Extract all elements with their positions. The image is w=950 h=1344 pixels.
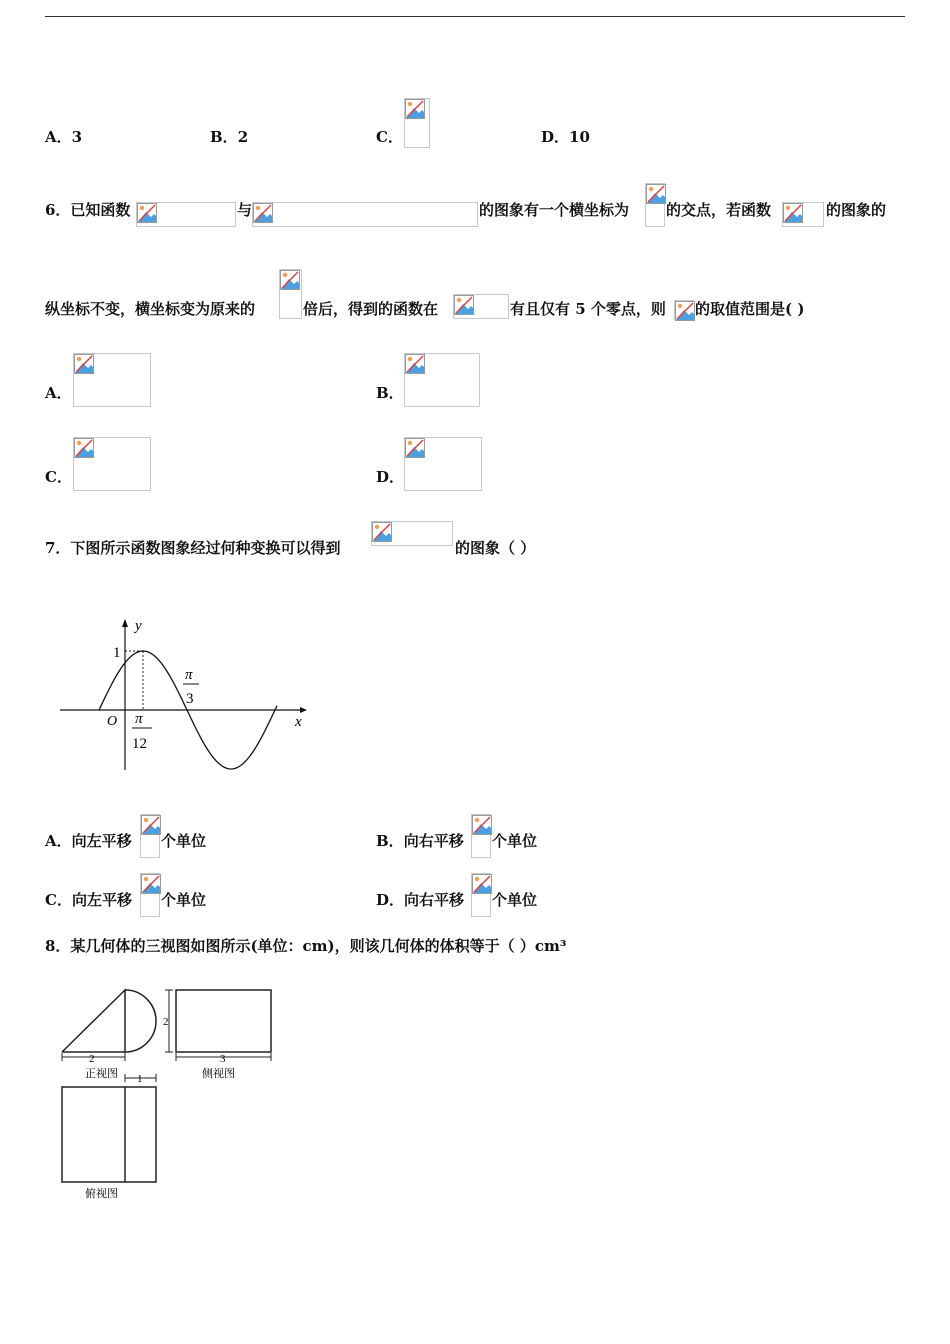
image-placeholder-icon (783, 203, 803, 223)
image-placeholder-icon (646, 184, 666, 204)
broken-image (404, 98, 430, 148)
q7-option-a-post: 个单位 (161, 832, 207, 850)
broken-image (782, 202, 824, 227)
origin-label: O (107, 714, 118, 729)
image-placeholder-icon (454, 295, 474, 315)
q6-text-3: 的图象有一个横坐标为 (479, 201, 630, 219)
broken-image (140, 814, 160, 858)
broken-image (453, 294, 509, 319)
broken-image (252, 202, 478, 227)
q6-text-4: 的交点，若函数 (666, 201, 772, 219)
side-width-label: 3 (220, 1053, 226, 1065)
pi-label-3: π (185, 667, 193, 683)
image-placeholder-icon (253, 203, 273, 223)
option-value: 2 (237, 128, 249, 146)
broken-image (140, 873, 160, 917)
image-placeholder-icon (472, 815, 492, 835)
q6-text-5: 的图象的 (826, 201, 887, 219)
option-label: A． (45, 832, 72, 850)
top-width-label: 1 (137, 1073, 143, 1085)
q5-option-b[interactable] (210, 127, 248, 147)
q6-option-a[interactable]: A． (45, 384, 72, 402)
option-label: D． (541, 128, 570, 146)
broken-image (279, 269, 302, 319)
option-value: 3 (71, 128, 83, 146)
q7-stem-b: 的图象（ ） (455, 539, 536, 557)
header-rule (45, 16, 905, 17)
image-placeholder-icon (472, 874, 492, 894)
image-placeholder-icon (675, 301, 695, 321)
q6-text-9: 的取值范围是( ) (695, 300, 805, 318)
image-placeholder-icon (405, 438, 425, 458)
image-placeholder-icon (405, 99, 425, 119)
top-view-rect (62, 1087, 156, 1182)
broken-image (471, 814, 491, 858)
front-width-label: 2 (89, 1053, 95, 1065)
broken-image (73, 353, 151, 407)
sine-graph (55, 610, 315, 775)
image-placeholder-icon (74, 438, 94, 458)
three-view-diagram (55, 980, 285, 1205)
q8-stem: 8．某几何体的三视图如图所示(单位：cm)，则该几何体的体积等于（ ）cm³ (45, 937, 567, 955)
option-pre: 向左平移 (71, 891, 132, 909)
height-label: 2 (163, 1016, 169, 1028)
q6-text-7: 倍后，得到的函数在 (303, 300, 439, 318)
q7-option-c[interactable] (45, 889, 132, 910)
front-view-label: 正视图 (85, 1068, 118, 1080)
q7-option-b[interactable] (376, 830, 464, 851)
top-view-label: 俯视图 (85, 1188, 118, 1200)
option-label: C． (45, 891, 72, 909)
broken-image (371, 521, 453, 546)
q7-stem-a: 7．下图所示函数图象经过何种变换可以得到 (45, 539, 341, 557)
broken-image (404, 353, 480, 407)
y-one-label: 1 (113, 645, 121, 661)
x-axis-arrow (300, 707, 307, 713)
broken-image (404, 437, 482, 491)
option-value: 10 (569, 128, 590, 146)
q6-text-8: 有且仅有 5 个零点，则 (510, 300, 666, 318)
front-view-semicircle (125, 990, 156, 1052)
option-pre: 向右平移 (404, 891, 465, 909)
q7-option-a[interactable] (45, 830, 132, 851)
side-view-label: 侧视图 (202, 1068, 235, 1080)
q7-option-c-post: 个单位 (161, 891, 207, 909)
option-pre: 向右平移 (403, 832, 464, 850)
image-placeholder-icon (372, 522, 392, 542)
q6-option-d[interactable]: D． (376, 468, 405, 486)
q5-option-d[interactable] (541, 127, 590, 147)
broken-image (471, 873, 491, 917)
q7-option-b-post: 个单位 (492, 832, 538, 850)
q5-option-a[interactable] (45, 127, 82, 147)
image-placeholder-icon (405, 354, 425, 374)
broken-image (645, 183, 665, 227)
option-label: D． (376, 891, 405, 909)
image-placeholder-icon (280, 270, 300, 290)
image-placeholder-icon (141, 815, 161, 835)
image-placeholder-icon (141, 874, 161, 894)
option-label: C． (376, 128, 403, 146)
q6-text-6: 纵坐标不变，横坐标变为原来的 (45, 300, 256, 318)
broken-image (136, 202, 236, 227)
image-placeholder-icon (74, 354, 94, 374)
image-placeholder-icon (137, 203, 157, 223)
q7-option-d-post: 个单位 (492, 891, 538, 909)
three-label: 3 (186, 691, 194, 707)
y-axis-arrow (122, 619, 128, 627)
broken-image (73, 437, 151, 491)
option-pre: 向左平移 (71, 832, 132, 850)
option-label: B． (210, 128, 238, 146)
twelve-label: 12 (132, 736, 147, 752)
x-axis-label: x (295, 714, 302, 730)
q6-option-b[interactable]: B． (376, 384, 404, 402)
option-label: B． (376, 832, 404, 850)
broken-image (674, 300, 694, 320)
option-label: A． (45, 128, 72, 146)
q6-text-2: 与 (237, 201, 253, 219)
q5-option-c[interactable] (376, 127, 403, 147)
y-axis-label: y (135, 618, 142, 634)
pi-label-12: π (135, 711, 143, 727)
q7-option-d[interactable] (376, 889, 464, 910)
front-view-triangle (62, 990, 125, 1052)
side-view-rect (176, 990, 271, 1052)
q6-text-1: 6．已知函数 (45, 201, 131, 219)
q6-option-c[interactable]: C． (45, 468, 72, 486)
